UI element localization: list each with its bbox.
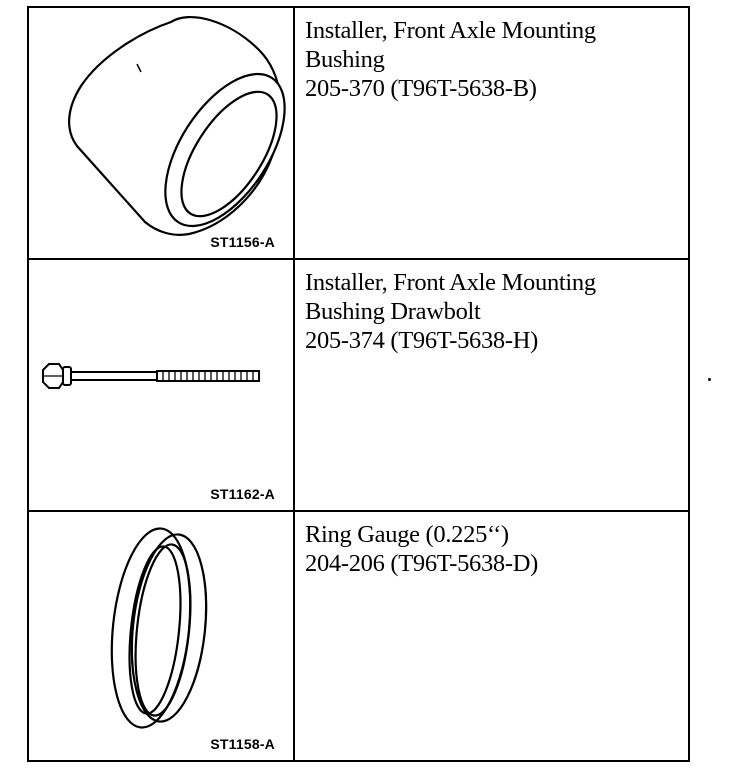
tool-name-line: Bushing Drawbolt — [305, 298, 481, 325]
tool-part-number: 205-370 (T96T-5638-B) — [305, 75, 537, 102]
stray-mark — [708, 378, 711, 381]
tool-part-number: 204-206 (T96T-5638-D) — [305, 550, 538, 577]
tool-name-line: Ring Gauge (0.225‘‘) — [305, 521, 509, 548]
ring-gauge-illustration — [29, 512, 295, 760]
tool-row — [29, 8, 688, 260]
tool-row — [29, 260, 688, 512]
tool-name-line: Bushing — [305, 46, 385, 73]
illustration-cell — [29, 512, 295, 760]
drawbolt-illustration — [29, 260, 295, 510]
tool-name-line: Installer, Front Axle Mounting — [305, 17, 596, 44]
illustration-cell — [29, 260, 295, 510]
art-code-label: ST1162-A — [210, 486, 275, 502]
tool-description — [305, 268, 680, 355]
tool-row — [29, 512, 688, 760]
art-code-label: ST1158-A — [210, 736, 275, 752]
illustration-cell — [29, 8, 295, 258]
art-code-label: ST1156-A — [210, 234, 275, 250]
tool-name-line: Installer, Front Axle Mounting — [305, 269, 596, 296]
tool-part-number: 205-374 (T96T-5638-H) — [305, 327, 538, 354]
tool-description — [305, 16, 680, 103]
bushing-installer-illustration — [29, 8, 295, 258]
special-tools-table — [27, 6, 690, 762]
tool-description — [305, 520, 680, 578]
